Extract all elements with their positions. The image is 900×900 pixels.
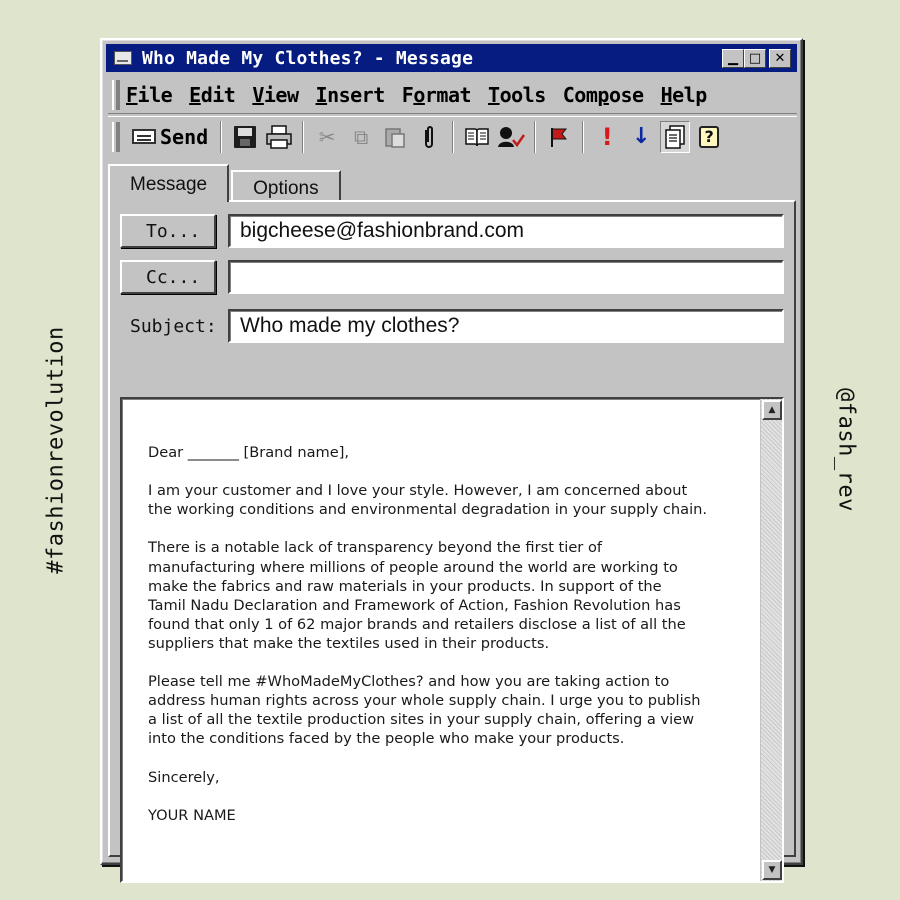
body-paragraph: Please tell me #WhoMadeMyClothes? and how you are taking action to address human rights across your whole supply chain. I urge you to publish a list of all the textile production sites in your supply chain, offering a view into the conditions faced by the people who make your products.	[148, 673, 701, 748]
greeting-line: Dear _______ [Brand name],	[148, 444, 350, 461]
to-button[interactable]: To...	[120, 214, 216, 248]
message-panel	[108, 200, 796, 875]
book-icon	[464, 126, 490, 148]
toolbar-separator	[534, 121, 536, 153]
toolbar-separator	[452, 121, 454, 153]
copy-button[interactable]: ⧉	[354, 124, 369, 149]
menu-grip-handle[interactable]	[112, 80, 120, 110]
cut-button[interactable]: ✂	[318, 124, 336, 149]
menu-insert[interactable]: Insert	[315, 82, 385, 107]
cc-input[interactable]	[228, 260, 784, 294]
body-paragraph: There is a notable lack of transparency beyond the first tier of manufacturing where millions of people around the world are working to make the fabrics and raw materials in your products. In support of the Tamil Nadu Declaration and Framework of Action, Fashion Revolution has found that only 1 of 62 major brands and retailers disclose a list of all the suppliers that make the textiles used in their products.	[148, 539, 686, 652]
menu-help[interactable]: Help	[660, 82, 707, 107]
message-body[interactable]	[120, 397, 784, 883]
minimize-button[interactable]: ▁	[722, 49, 744, 68]
help-button[interactable]	[694, 121, 724, 153]
address-book-button[interactable]	[462, 121, 492, 153]
body-paragraph: I am your customer and I love your style. However, I am concerned about the working conditions and environmental degradation in your supply chain.	[148, 482, 708, 519]
closing-line: Sincerely,	[148, 768, 220, 786]
menu-view[interactable]: View	[252, 82, 299, 107]
send-label: Send	[160, 124, 209, 149]
paste-button[interactable]	[380, 121, 410, 153]
subject-input[interactable]: Who made my clothes?	[228, 309, 784, 343]
paperclip-icon	[422, 124, 436, 150]
menu-tools[interactable]: Tools	[488, 82, 546, 107]
scroll-up-button[interactable]: ▲	[762, 400, 782, 420]
toolbar-separator	[302, 121, 304, 153]
paste-icon	[383, 125, 407, 149]
low-priority-button[interactable]: ↓	[631, 124, 651, 149]
subject-label: Subject:	[130, 316, 217, 337]
title-bar[interactable]	[106, 44, 797, 72]
printer-icon	[266, 125, 292, 149]
envelope-icon	[114, 51, 132, 65]
menu-compose[interactable]: Compose	[562, 82, 644, 107]
handle-side-text: @fash_rev	[833, 388, 859, 512]
send-icon	[132, 129, 156, 144]
menu-edit[interactable]: Edit	[189, 82, 236, 107]
signature-line: YOUR NAME	[148, 806, 236, 824]
hashtag-side-text: #fashionrevolution	[43, 326, 69, 574]
window-title: Who Made My Clothes? - Message	[142, 47, 474, 69]
save-button[interactable]	[230, 121, 260, 153]
sign-button[interactable]	[660, 121, 690, 153]
attach-button[interactable]	[414, 121, 444, 153]
document-icon	[664, 125, 686, 149]
message-body-text	[148, 443, 748, 844]
menu-format[interactable]: Format	[401, 82, 472, 107]
vertical-scrollbar[interactable]	[760, 399, 782, 881]
toolbar-separator	[220, 121, 222, 153]
tab-message[interactable]: Message	[108, 164, 229, 202]
check-names-icon	[496, 125, 526, 149]
tab-strip	[108, 164, 341, 202]
save-icon	[234, 126, 256, 148]
scroll-down-button[interactable]: ▼	[762, 860, 782, 880]
check-names-button[interactable]	[496, 121, 526, 153]
to-input[interactable]: bigcheese@fashionbrand.com	[228, 214, 784, 248]
toolbar	[108, 116, 797, 156]
high-priority-button[interactable]: !	[601, 122, 613, 151]
cc-button[interactable]: Cc...	[120, 260, 216, 294]
tab-options[interactable]: Options	[231, 170, 340, 202]
help-icon: ?	[699, 126, 719, 148]
close-button[interactable]: ✕	[769, 49, 791, 68]
print-button[interactable]	[264, 121, 294, 153]
menu-bar	[108, 76, 797, 114]
toolbar-grip-handle[interactable]	[112, 122, 120, 152]
message-window	[100, 38, 803, 875]
maximize-button[interactable]: □	[744, 49, 766, 68]
send-button[interactable]	[126, 121, 214, 153]
flag-button[interactable]	[544, 121, 574, 153]
menu-file[interactable]: File	[126, 82, 173, 107]
flag-icon	[548, 125, 570, 149]
toolbar-separator	[582, 121, 584, 153]
